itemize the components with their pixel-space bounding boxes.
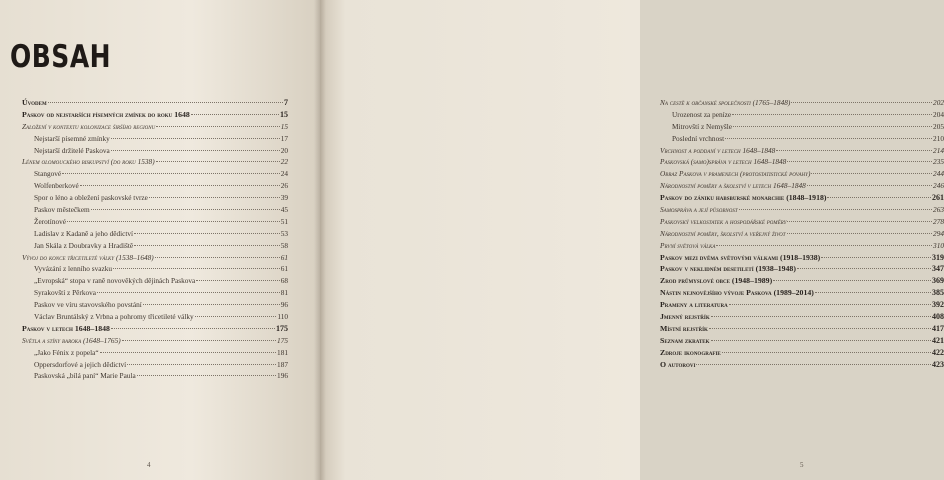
toc-leader-dots — [787, 233, 932, 234]
toc-entry-title: „Jako Fénix z popela“ — [34, 347, 99, 357]
toc-entry-title: První světová válka — [660, 240, 716, 250]
toc-entry-page: 263 — [933, 205, 944, 215]
toc-leader-dots — [195, 316, 277, 317]
toc-entry-page: 26 — [280, 181, 288, 191]
toc-entry — [660, 133, 944, 145]
toc-entry-title: Vrchnost a poddaní v letech 1648–1848 — [660, 145, 776, 155]
toc-entry-page: 408 — [932, 312, 944, 322]
toc-entry-title: „Evropská“ stopa v raně novověkých dějinách Paskova — [34, 276, 196, 286]
toc-entry-page: 61 — [280, 252, 288, 262]
toc-entry-title: Poslední vrchnost — [672, 133, 725, 143]
toc-entry-title: Úvodem — [22, 98, 47, 107]
toc-leader-dots — [821, 257, 931, 258]
toc-entry-page: 319 — [932, 252, 944, 262]
toc-entry-page: 423 — [932, 359, 944, 369]
toc-entry-page: 204 — [933, 109, 944, 119]
toc-entry-page: 417 — [932, 323, 944, 333]
toc-entry — [660, 287, 944, 299]
toc-entry-title: Místní rejstřík — [660, 323, 708, 333]
toc-entry — [22, 133, 288, 145]
toc-entry-title: Žerotínové — [34, 216, 67, 226]
toc-entry-title: Nejstarší písemné zmínky — [34, 133, 110, 143]
toc-leader-dots — [48, 102, 283, 103]
toc-entry-title: Wolfenberkové — [34, 181, 79, 191]
toc-entry — [22, 323, 288, 335]
toc-entry — [660, 109, 944, 121]
toc-leader-dots — [191, 114, 279, 115]
toc-entry-page: 45 — [280, 205, 288, 215]
toc-entry-title: Paskovská „bílá paní“ Marie Paula — [34, 371, 136, 381]
toc-entry-title: Paskov mezi dvěma světovými válkami (1918–1938) — [660, 252, 821, 262]
toc-entry-page: 181 — [277, 347, 288, 357]
toc-entry-page: 15 — [280, 109, 288, 119]
toc-entry — [660, 359, 944, 371]
toc-entry-page: 7 — [284, 98, 288, 107]
toc-leader-dots — [716, 245, 932, 246]
toc-entry-page: 58 — [280, 240, 288, 250]
toc-entry-page: 20 — [280, 145, 288, 155]
toc-entry-page: 187 — [277, 359, 288, 369]
toc-leader-dots — [739, 209, 932, 210]
toc-leader-dots — [711, 340, 931, 341]
toc-entry — [22, 204, 288, 216]
toc-entry — [22, 275, 288, 287]
toc-leader-dots — [97, 292, 280, 293]
toc-leader-dots — [67, 221, 280, 222]
toc-leader-dots — [91, 209, 280, 210]
toc-entry — [22, 168, 288, 180]
toc-leader-dots — [127, 364, 276, 365]
toc-leader-dots — [156, 126, 280, 127]
toc-entry-page: 81 — [280, 288, 288, 298]
toc-entry-page: 17 — [280, 133, 288, 143]
toc-entry — [22, 347, 288, 359]
toc-entry — [22, 121, 288, 133]
right-page-number: 5 — [800, 461, 804, 469]
toc-leader-dots — [156, 161, 280, 162]
toc-entry — [660, 204, 944, 216]
toc-entry-title: Spor o léno a obležení paskovské tvrze — [34, 193, 148, 203]
toc-entry-page: 392 — [932, 300, 944, 310]
toc-entry — [22, 228, 288, 240]
toc-entry — [22, 311, 288, 323]
toc-leader-dots — [711, 316, 931, 317]
toc-entry-title: Zrod průmyslové obce (1948–1989) — [660, 276, 773, 286]
toc-entry — [22, 252, 288, 264]
toc-entry — [660, 311, 944, 323]
toc-entry — [22, 216, 288, 228]
toc-entry-page: 196 — [277, 371, 288, 381]
toc-leader-dots — [797, 268, 931, 269]
toc-entry-title: Paskov od nejstarších písemných zmínek do roku 1648 — [22, 109, 190, 119]
toc-entry-title: Syrakovští z Pěrkova — [34, 288, 97, 298]
toc-entry-page: 61 — [280, 264, 288, 274]
toc-leader-dots — [773, 280, 931, 281]
toc-entry — [660, 299, 944, 311]
toc-entry — [660, 145, 944, 157]
toc-entry — [660, 168, 944, 180]
toc-leader-dots — [100, 352, 276, 353]
toc-entry-title: Vyvázání z lenního svazku — [34, 264, 113, 274]
toc-entry-page: 175 — [277, 335, 288, 345]
toc-leader-dots — [787, 221, 932, 222]
toc-entry — [22, 240, 288, 252]
toc-entry-title: Václav Bruntálský z Vrbna a pohromy třicetileté války — [34, 312, 194, 322]
toc-entry-page: 96 — [280, 300, 288, 310]
toc-entry-page: 369 — [932, 276, 944, 286]
toc-entry — [22, 109, 288, 121]
toc-entry — [22, 287, 288, 299]
toc-entry-title: Paskov v letech 1648–1848 — [22, 323, 110, 333]
toc-leader-dots — [732, 114, 932, 115]
toc-entry-page: 53 — [280, 228, 288, 238]
toc-entry-page: 210 — [933, 133, 944, 143]
toc-leader-dots — [815, 292, 931, 293]
toc-leader-dots — [111, 138, 280, 139]
toc-leader-dots — [111, 328, 275, 329]
left-page — [0, 0, 320, 480]
toc-entry-page: 110 — [277, 312, 288, 322]
toc-entry-title: Na cestě k občanské společnosti (1765–1848) — [660, 98, 791, 107]
toc-leader-dots — [696, 364, 931, 365]
toc-entry — [660, 323, 944, 335]
toc-leader-dots — [155, 257, 280, 258]
toc-leader-dots — [811, 173, 932, 174]
toc-entry-title: Paskov do zániku habsburské monarchie (1848–1918) — [660, 193, 827, 203]
toc-leader-dots — [729, 304, 931, 305]
toc-entry-page: 51 — [280, 216, 288, 226]
toc-entry-title: Lénem olomouckého biskupství (do roku 1538) — [22, 157, 155, 167]
toc-entry-title: Jan Skála z Doubravky a Hradiště — [34, 240, 134, 250]
toc-leader-dots — [111, 150, 280, 151]
toc-entry-page: 22 — [280, 157, 288, 167]
page-title: OBSAH — [10, 38, 112, 75]
toc-entry-title: Národnostní poměry a školství v letech 1648–1848 — [660, 181, 806, 191]
toc-leader-dots — [134, 245, 280, 246]
toc-entry — [660, 97, 944, 109]
toc-entry — [22, 335, 288, 347]
toc-entry-title: Národnostní poměry, školství a veřejný život — [660, 228, 786, 238]
toc-entry-title: Paskovský velkostatek a hospodářské poměry — [660, 216, 787, 226]
toc-entry — [660, 228, 944, 240]
toc-entry — [22, 97, 288, 109]
toc-entry — [660, 263, 944, 275]
toc-entry — [660, 121, 944, 133]
right-page — [320, 0, 944, 480]
toc-leader-dots — [776, 150, 932, 151]
toc-entry — [660, 180, 944, 192]
toc-leader-dots — [143, 304, 280, 305]
toc-entry-page: 421 — [932, 335, 944, 345]
toc-leader-dots — [722, 352, 931, 353]
toc-entry-title: Urozenost za peníze — [672, 109, 732, 119]
toc-entry-page: 278 — [933, 216, 944, 226]
toc-entry — [660, 156, 944, 168]
toc-leader-dots — [196, 280, 279, 281]
toc-entry-page: 310 — [933, 240, 944, 250]
toc-entry-title: Paskovská (samo)správa v letech 1648–1848 — [660, 157, 787, 167]
left-page-number: 4 — [147, 461, 151, 469]
toc-entry-page: 68 — [280, 276, 288, 286]
toc-leader-dots — [137, 375, 276, 376]
toc-entry-title: O autorovi — [660, 359, 696, 369]
toc-entry — [660, 216, 944, 228]
toc-leader-dots — [122, 340, 276, 341]
toc-entry-page: 235 — [933, 157, 944, 167]
toc-entry-title: Seznam zkratek — [660, 335, 710, 345]
toc-entry-title: Obraz Paskova v pramenech (protostatistické povahy) — [660, 169, 811, 179]
toc-entry-title: Nejstarší držitelé Paskova — [34, 145, 110, 155]
toc-entry-title: Oppersdorfové a jejich dědictví — [34, 359, 127, 369]
toc-entry-page: 15 — [280, 121, 288, 131]
toc-entry — [660, 275, 944, 287]
toc-entry-page: 294 — [933, 228, 944, 238]
toc-entry-page: 39 — [280, 193, 288, 203]
toc-leader-dots — [709, 328, 931, 329]
toc-entry-title: Paskov ve víru stavovského povstání — [34, 300, 142, 310]
toc-leader-dots — [113, 268, 280, 269]
toc-entry-title: Vývoj do konce třicetileté války (1538–1648) — [22, 252, 154, 262]
toc-leader-dots — [62, 173, 280, 174]
toc-entry — [660, 335, 944, 347]
toc-entry — [22, 370, 288, 382]
toc-leader-dots — [787, 161, 932, 162]
toc-entry — [22, 180, 288, 192]
toc-entry — [22, 192, 288, 204]
toc-entry-page: 214 — [933, 145, 944, 155]
toc-entry-page: 261 — [932, 193, 944, 203]
toc-entry — [660, 252, 944, 264]
toc-leader-dots — [80, 185, 280, 186]
toc-entry-page: 24 — [280, 169, 288, 179]
toc-left-column — [22, 97, 288, 382]
toc-entry-page: 347 — [932, 264, 944, 274]
toc-entry-title: Samospráva a její působnost — [660, 205, 738, 215]
toc-entry-title: Mitrovští z Nemyšle — [672, 121, 732, 131]
toc-entry — [22, 156, 288, 168]
toc-leader-dots — [807, 185, 932, 186]
toc-entry-title: Jmenný rejstřík — [660, 312, 710, 322]
toc-entry — [22, 145, 288, 157]
toc-entry — [660, 347, 944, 359]
toc-entry-page: 246 — [933, 181, 944, 191]
toc-leader-dots — [134, 233, 280, 234]
toc-entry-title: Stangové — [34, 169, 62, 179]
toc-entry-page: 244 — [933, 169, 944, 179]
toc-leader-dots — [733, 126, 932, 127]
toc-leader-dots — [827, 197, 931, 198]
toc-entry — [660, 192, 944, 204]
toc-entry-title: Světla a stíny baroka (1648–1765) — [22, 335, 121, 345]
book-gutter — [314, 0, 326, 480]
toc-right-column — [660, 97, 944, 370]
toc-entry-title: Prameny a literatura — [660, 300, 728, 310]
toc-leader-dots — [149, 197, 280, 198]
toc-entry — [660, 240, 944, 252]
toc-entry-title: Paskov v neklidném desetiletí (1938–1948) — [660, 264, 796, 274]
toc-entry-title: Nástin nejnovějšího vývoje Paskova (1989–2014) — [660, 288, 814, 298]
toc-entry-page: 202 — [933, 98, 944, 107]
toc-entry-page: 205 — [933, 121, 944, 131]
toc-entry-title: Zdroje ikonografie — [660, 347, 721, 357]
toc-entry — [22, 299, 288, 311]
toc-entry-page: 175 — [276, 323, 288, 333]
toc-entry-title: Založení v kontextu kolonizace širšího regionu — [22, 121, 156, 131]
toc-entry-title: Paskov městečkem — [34, 205, 90, 215]
toc-entry-page: 385 — [932, 288, 944, 298]
toc-entry-page: 422 — [932, 347, 944, 357]
toc-entry — [22, 359, 288, 371]
toc-leader-dots — [725, 138, 932, 139]
toc-entry — [22, 263, 288, 275]
toc-leader-dots — [791, 102, 932, 103]
toc-entry-title: Ladislav z Kadaně a jeho dědictví — [34, 228, 134, 238]
